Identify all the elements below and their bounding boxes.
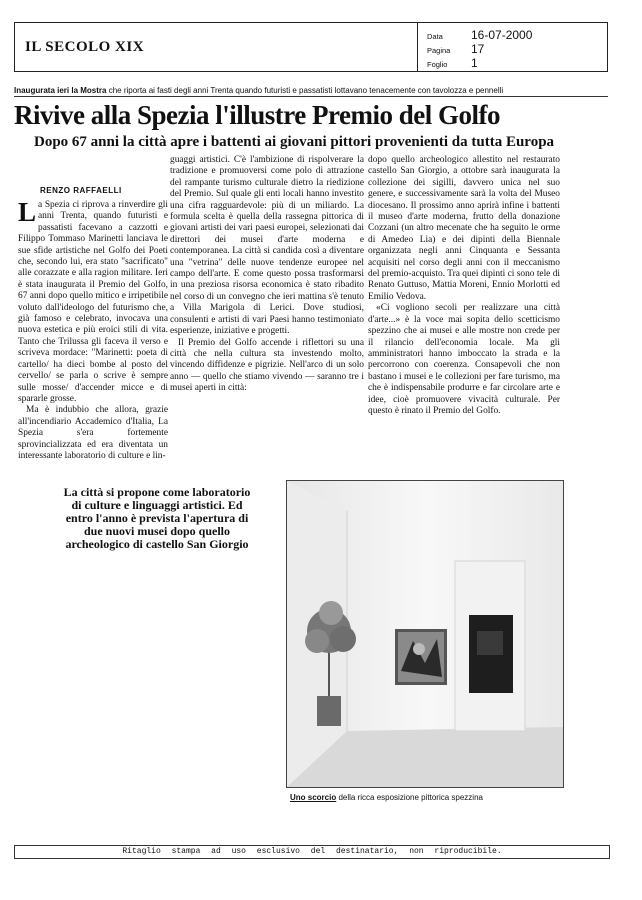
paragraph: dopo quello archeologico allestito nel restaurato castello San Giorgio, a ottobre sarà inaugurata la collezione dei sigilli, davvero unica nel suo genere, e successivamente sarà la volta del Museo diocesano. Il prossimo anno aprirà infine i battenti il museo d'arte moderna, frutto della donazione Cozzani (un altro mecenate che ha seguito le orme di Amedeo Lia) e dei dipinti della Biennale organizzata negli anni Cinquanta e Sessanta acquisiti nel corso degli anni con il meccanismo del premio-acquisto. Tra quei dipinti ci sono tele di Renato Guttuso, Mattia Moreni, Ennio Morlotti ed Emilio Vedova. <box>368 155 560 302</box>
clipping-header <box>14 22 608 72</box>
paragraph <box>18 197 168 405</box>
caption-bold: Uno scorcio <box>290 793 337 802</box>
paragraph: Il Premio del Golfo accende i riflettori su una città che nella cultura sta investendo molto, vincendo diffidenze e pigrizie. Nell'arco di un solo anno — quello che stiamo vivendo — saranno tre i musei aperti in città: <box>170 337 364 394</box>
paragraph-text: a Spezia ci riprova a rinverdire gli anni Trenta, quando futuristi e passatisti facevano a cazzotti e Filippo Tommaso Marinetti lanciava le sue sfide artistiche nel Golfo dei Poeti che, secondo lui, era stato "sacrificato" alle corazzate e alla ragion militare. Ieri è stata inaugurata il Premio del Golfo, 67 anni dopo quello mitico e irripetibile voluto dall'ideologo del futurismo che, già famoso e celebrato, invocava una nuova estetica e più eroici stili di vita. Tanto che Trilussa gli faceva il verso e scriveva mordace: "Marinetti: poeta di cartello/ ha dieci bombe al posto del cervello/ se parla o scrive è sempre sulle mosse/ d'accender micce e di spararle grosse. <box>18 200 168 404</box>
kicker-rule <box>14 96 608 97</box>
paragraph: «Ci vogliono secoli per realizzare una città d'arte...» è la voce mai sopita dello scetticismo spezzino che ai musei e alle mostre non crede per il rilancio dell'economia locale. Ma gli amministratori hanno imboccato la strada e la percorrono con coerenza. Consapevoli che non bastano i musei e le collezioni per fare turismo, ma che è indispensabile produrre e far circolare arte e idee, cioè promuovere vivacità culturale. Per questo è rinato il Premio del Golfo. <box>368 303 560 416</box>
photo-caption <box>290 793 483 802</box>
newspaper-name: IL SECOLO XIX <box>25 39 145 55</box>
date-label: Data <box>427 32 443 41</box>
article-column-1 <box>18 197 168 462</box>
exhibition-photo-illustration <box>287 481 563 787</box>
kicker-rest: che riporta ai fasti degli anni Trenta quando futuristi e passatisti lottavano tenacemente con tavolozza e pennelli <box>106 86 504 95</box>
drop-cap: L <box>18 197 37 227</box>
article-column-3 <box>368 155 560 417</box>
article-headline: Rivive alla Spezia l'illustre Premio del Golfo <box>14 100 500 130</box>
sheet-label: Foglio <box>427 60 448 69</box>
page-label: Pagina <box>427 46 451 55</box>
date-value: 16-07-2000 <box>471 28 533 42</box>
reproduction-notice: Ritaglio stampa ad uso esclusivo del destinatario, non riproducibile. <box>14 845 610 859</box>
article-kicker <box>14 86 610 95</box>
kicker-bold: Inaugurata ieri la Mostra <box>14 86 107 95</box>
exhibition-photo <box>286 480 564 788</box>
page-value: 17 <box>471 42 485 56</box>
byline: RENZO RAFFAELLI <box>40 186 122 195</box>
paragraph: guaggi artistici. C'è l'ambizione di rispolverare la tradizione e promuoversi come polo di attrazione del rampante turismo culturale dietro la riedizione del Premio. Sul quale gli enti locali hanno investito una cifra ragguardevole: più di un miliardo. La formula scelta è quella della rassegna pittorica di giovani artisti dei vari paesi europei, selezionati dai direttori dei musei d'arte moderna e contemporanea. La città si candida così a diventare una "vetrina" delle nuove tendenze europee nel campo dell'arte. E come questo possa trasformarsi in una preziosa risorsa economica è stato ribadito nel corso di un convegno che ieri mattina s'è tenuto a Villa Marigola di Lerici. Dove studiosi, consulenti e artisti di vari Paesi hanno testimoniato esperienze, iniziative e progetti. <box>170 155 364 337</box>
paragraph: Ma è indubbio che allora, grazie all'incendiario Accademico d'Italia, La Spezia s'era fortemente sprovincializzata ed era diventata un interessante laboratorio di culture e lin- <box>18 405 168 461</box>
caption-rest: della ricca esposizione pittorica spezzina <box>336 793 483 802</box>
sheet-value: 1 <box>471 56 478 70</box>
article-column-2 <box>170 155 364 395</box>
header-divider <box>417 23 418 71</box>
article-subhead: Dopo 67 anni la città apre i battenti ai giovani pittori provenienti da tutta Europa <box>34 134 555 150</box>
pull-quote: La città si propone come laboratorio di culture e linguaggi artistici. Ed entro l'anno è prevista l'apertura di due nuovi musei dopo quello archeologico di castello San Giorgio <box>63 485 251 551</box>
